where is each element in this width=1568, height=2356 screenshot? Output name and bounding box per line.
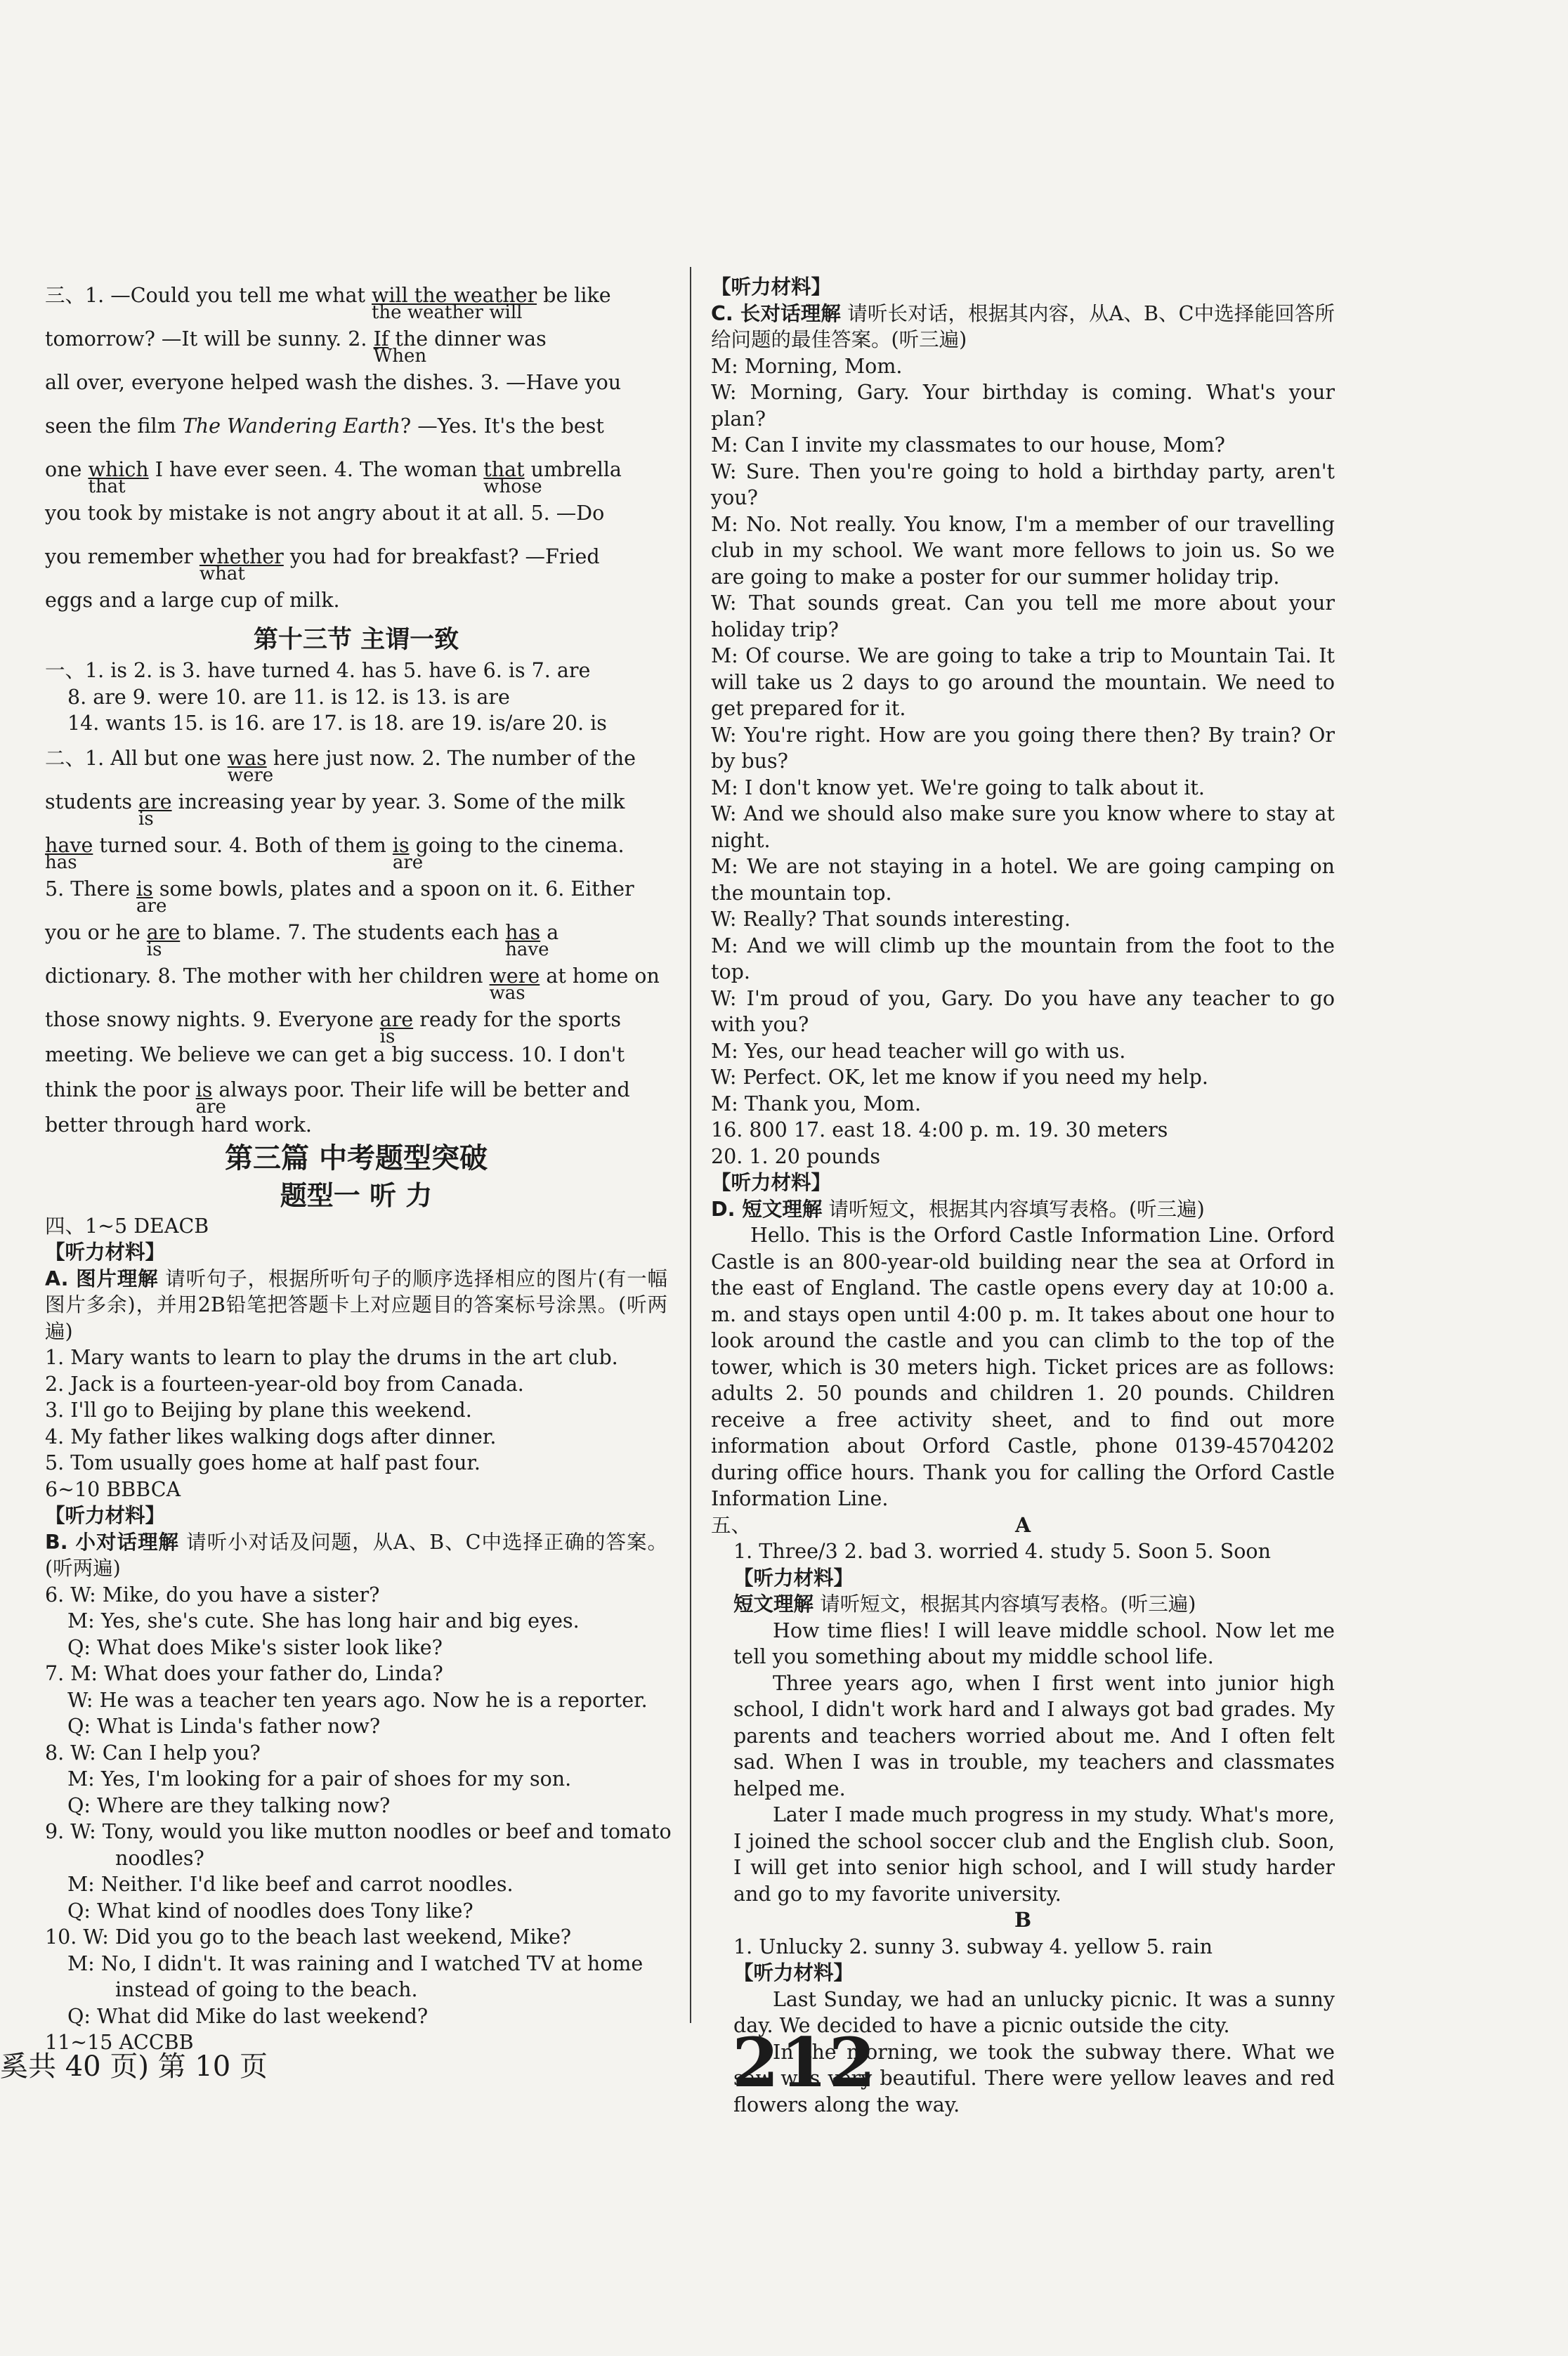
conversation-line: M: No. Not really. You know, I'm a member of our travelling club in my school. We want more fellows to join us. So we are going to make a poster for our summer holiday trip. [711, 512, 1335, 589]
conversation-line: W: And we should also make sure you know where to stay at night. [711, 802, 1335, 852]
conversation-line: M: Yes, our head teacher will go with us. [711, 1039, 1126, 1063]
listening-material-tag: 【听力材料】 [733, 1566, 854, 1590]
section-d-passage: Hello. This is the Orford Castle Information Line. Orford Castle is an 800-year-old building near the sea at Orford in the east of England. The castle opens every day at 10:00 a. m. and stays open until 4:00 p. m. It takes about one hour to look around the castle and you can climb to the top of the tower, which is 30 meters high. Ticket prices are as follows: adults 2. 50 pounds and children 1. 20 pounds. Children receive a free activity sheet, and to find out more information about Orford Castle, phone 0139-45704202 during office hours. Thank you for calling the Orford Castle Information Line. [711, 1224, 1335, 1510]
correction: are [392, 851, 424, 873]
conversation-line: W: I'm proud of you, Gary. Do you have any teacher to go with you? [711, 986, 1335, 1036]
correction: whose [483, 476, 542, 497]
correction: the weather will [371, 302, 523, 323]
list-item: 2. Jack is a fourteen-year-old boy from Canada. [45, 1372, 524, 1396]
listening-material-tag: 【听力材料】 [711, 275, 832, 299]
passage-paragraph: Last Sunday, we had an unlucky picnic. It was a sunny day. We decided to have a picnic outside the city. [733, 1987, 1335, 2037]
dialog-line: 9. W: Tony, would you like mutton noodles or beef and tomato [45, 1820, 672, 1843]
list-item: 1. Mary wants to learn to play the drums in the art club. [45, 1346, 618, 1369]
correction: is [146, 938, 162, 960]
corr-line-5: one which that I have ever seen. 4. The woman that whose umbrella [45, 448, 667, 492]
section-d-instruction: D. 短文理解 请听短文，根据其内容填写表格。(听三遍) [711, 1197, 1205, 1221]
corr-line: those snowy nights. 9. Everyone are is ready for the sports [45, 998, 667, 1042]
answers-11-15: 11~15 ACCBB [45, 2031, 194, 2054]
correction: was [489, 982, 525, 1004]
corr-line: meeting. We believe we can get a big success. 10. I don't [45, 1042, 625, 1066]
answers-five-b: 1. Unlucky 2. sunny 3. subway 4. yellow 5. rain [733, 1935, 1213, 1958]
conversation-line: W: Perfect. OK, let me know if you need my help. [711, 1066, 1208, 1089]
corr-line-4: seen the film The Wandering Earth? —Yes. It's the best [45, 414, 604, 438]
dialog-line: 8. W: Can I help you? [45, 1741, 261, 1765]
correction: that [88, 476, 126, 497]
correction: were [227, 764, 274, 786]
listening-material-tag: 【听力材料】 [711, 1171, 832, 1194]
conversation-line: M: Morning, Mom. [711, 354, 903, 378]
corr-line: better through hard work. [45, 1113, 312, 1137]
corr-line: think the poor is are always poor. Their life will be better and [45, 1068, 667, 1112]
short-passage [711, 1618, 1335, 1908]
conversation-line: W: Sure. Then you're going to hold a birthday party, aren't you? [711, 459, 1335, 509]
section-3-corrections [45, 274, 667, 622]
list-item: 4. My father likes walking dogs after dinner. [45, 1425, 497, 1448]
dialog-line: Q: What is Linda's father now? [67, 1715, 381, 1738]
conversation-line: M: Of course. We are going to take a trip to Mountain Tai. It will take us 2 days to go around the mountain. We need to get prepared for it. [711, 644, 1335, 720]
corr-line-6: you took by mistake is not angry about it at all. 5. —Do [45, 502, 605, 525]
answers-one-1: 一、1. is 2. is 3. have turned 4. has 5. have 6. is 7. are [45, 659, 591, 682]
section-a-instruction: A. 图片理解 请听句子，根据所听句子的顺序选择相应的图片(有一幅图片多余)，并用2B铅笔把答题卡上对应题目的答案标号涂黑。(听两遍) [45, 1267, 667, 1343]
correction: is [138, 808, 154, 830]
conversation-line: W: Morning, Gary. Your birthday is coming. What's your plan? [711, 381, 1335, 431]
corr-line-1: 三、1. —Could you tell me what will the weather the weather will be like [45, 274, 667, 318]
answers-16-19: 16. 800 17. east 18. 4:00 p. m. 19. 30 meters [711, 1118, 1168, 1141]
dialog-line: Q: What did Mike do last weekend? [67, 2004, 429, 2028]
passage-paragraph: Later I made much progress in my study. What's more, I joined the school soccer club and the English club. Soon, I will get into senior high school, and I will study harder and go to my favorite university. [733, 1803, 1335, 1906]
correction: what [199, 563, 245, 584]
section-2-corrections [45, 737, 667, 1139]
corr-line-8: eggs and a large cup of milk. [45, 589, 340, 612]
correction: are [195, 1096, 226, 1118]
correction: has [45, 851, 77, 873]
answers-four: 四、1~5 DEACB [45, 1214, 209, 1238]
listening-material-tag: 【听力材料】 [45, 1241, 166, 1264]
answers-6-10: 6~10 BBBCA [45, 1477, 181, 1501]
corr-line: dictionary. 8. The mother with her children were was at home on [45, 955, 667, 998]
column-divider [690, 267, 691, 2023]
dialog-list [45, 1582, 672, 2030]
dialog-line: 10. W: Did you go to the beach last weekend, Mike? [45, 1925, 572, 1949]
right-column [711, 274, 1335, 2118]
correction: When [373, 346, 427, 367]
answers-one-3: 14. wants 15. is 16. are 17. is 18. are 19. is/are 20. is [67, 712, 607, 735]
section-a-items [45, 1344, 667, 1477]
conversation-line: W: That sounds great. Can you tell me more about your holiday trip? [711, 591, 1335, 641]
left-column [45, 274, 672, 2056]
dialog-line: M: Yes, I'm looking for a pair of shoes for my son. [67, 1767, 572, 1791]
passage-paragraph: Three years ago, when I first went into junior high school, I didn't work hard and I always got bad grades. My parents and teachers worried about me. And I often felt sad. When I was in trouble, my teachers and classmates helped me. [733, 1671, 1335, 1800]
conversation-line: M: Can I invite my classmates to our house, Mom? [711, 433, 1225, 457]
conversation-line: M: And we will climb up the mountain from the foot to the top. [711, 934, 1335, 983]
dialog-line: instead of going to the beach. [115, 1978, 418, 2001]
corr-line: you or he are is to blame. 7. The students each has have a [45, 911, 667, 955]
section-c-instruction: C. 长对话理解 请听长对话，根据其内容，从A、B、C中选择能回答所给问题的最佳答案。(听三遍) [711, 301, 1335, 351]
dialog-line: W: He was a teacher ten years ago. Now he is a reporter. [67, 1688, 648, 1712]
list-item: 5. Tom usually goes home at half past four. [45, 1451, 481, 1474]
correction: have [505, 938, 549, 960]
section-13-title: 第十三节 主谓一致 [253, 626, 459, 654]
corr-line: students are is increasing year by year. 3. Some of the milk [45, 780, 667, 824]
dialog-line: M: Neither. I'd like beef and carrot noodles. [67, 1873, 514, 1896]
section-b-instruction: B. 小对话理解 请听小对话及问题，从A、B、C中选择正确的答案。(听两遍) [45, 1530, 667, 1580]
corr-line-3: all over, everyone helped wash the dishes. 3. —Have you [45, 371, 622, 394]
dialog-line: 6. W: Mike, do you have a sister? [45, 1583, 380, 1606]
section-five-header [711, 1512, 1335, 1539]
dialog-line: M: Yes, she's cute. She has long hair and big eyes. [67, 1609, 580, 1632]
part-3-title: 第三篇 中考题型突破 [225, 1141, 488, 1174]
corr-line: 5. There is are some bowls, plates and a spoon on it. 6. Either [45, 868, 667, 911]
answers-one-2: 8. are 9. were 10. are 11. is 12. is 13. is are [67, 685, 510, 709]
corr-line: have has turned sour. 4. Both of them is are going to the cinema. [45, 824, 667, 868]
part-b-label: B [1014, 1908, 1032, 1932]
conversation [711, 353, 1335, 1118]
corr-line-7: you remember whether what you had for breakfast? —Fried [45, 535, 667, 579]
conversation-line: W: You're right. How are you going there then? By train? Or by bus? [711, 723, 1335, 773]
passage-paragraph: In the morning, we took the subway there. What we saw was very beautiful. There were yellow leaves and red flowers along the way. [733, 2040, 1335, 2116]
page-number: 212 [732, 2023, 877, 2102]
section-five-label: 五、 [711, 1513, 752, 1537]
dialog-line: noodles? [115, 1846, 204, 1870]
dialog-line: Q: Where are they talking now? [67, 1793, 391, 1817]
correction: is [379, 1026, 396, 1047]
dialog-line: Q: What kind of noodles does Tony like? [67, 1899, 473, 1923]
corr-line-2: tomorrow? —It will be sunny. 2. If When the dinner was [45, 318, 667, 361]
corr-line: 二、1. All but one was were here just now. 2. The number of the [45, 737, 667, 780]
list-item: 3. I'll go to Beijing by plane this weekend. [45, 1399, 472, 1422]
answers-five-a: 1. Three/3 2. bad 3. worried 4. study 5. Soon 5. Soon [733, 1540, 1271, 1563]
conversation-line: M: Thank you, Mom. [711, 1092, 922, 1115]
footer-page-label: 奚共 40 页) 第 10 页 [0, 2050, 268, 2083]
passage-paragraph: How time flies! I will leave middle school. Now let me tell you something about my middle school life. [733, 1618, 1335, 1668]
type-1-title: 题型一 听 力 [280, 1179, 433, 1211]
part-a-label: A [1014, 1512, 1031, 1537]
dialog-line: 7. M: What does your father do, Linda? [45, 1662, 443, 1685]
correction: are [136, 895, 167, 917]
conversation-line: M: I don't know yet. We're going to talk about it. [711, 775, 1205, 799]
conversation-line: W: Really? That sounds interesting. [711, 908, 1071, 931]
conversation-line: M: We are not staying in a hotel. We are going camping on the mountain top. [711, 855, 1335, 905]
listening-material-tag: 【听力材料】 [733, 1961, 854, 1984]
short-passage-instruction: 短文理解 请听短文，根据其内容填写表格。(听三遍) [733, 1592, 1196, 1616]
answers-20: 20. 1. 20 pounds [711, 1144, 880, 1168]
dialog-line: Q: What does Mike's sister look like? [67, 1635, 443, 1659]
dialog-line: M: No, I didn't. It was raining and I watched TV at home [67, 1951, 643, 1975]
listening-material-tag: 【听力材料】 [45, 1504, 166, 1527]
